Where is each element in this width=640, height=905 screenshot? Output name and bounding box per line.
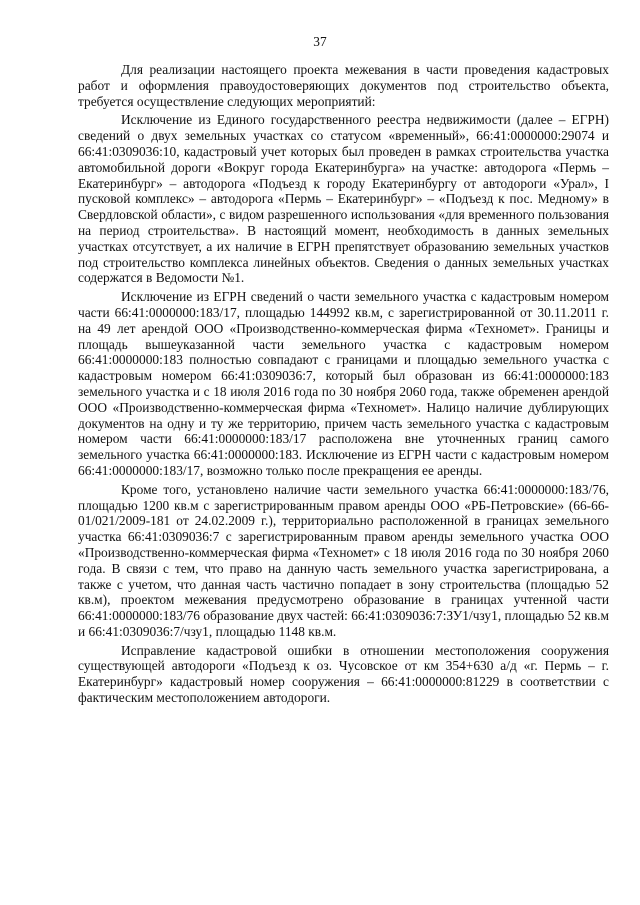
paragraph-lease-part: Кроме того, установлено наличие части земельного участка 66:41:0000000:183/76, площадью 1200 кв.м с зарегистрированным правом аренды ООО «РБ-Петровские» (66-66-01/021/2009-181 от 24.02.2009 г.), территориально расположенной в границах земельного участка 66:41:0309036:7 с зарегистрированным правом аренды земельного участка ООО «Производственно-коммерческая фирма «Техномет» с 18 июля 2016 года по 30 ноября 2060 года. В связи с тем, что право на данную часть земельного участка зарегистрирована, а также с учетом, что данная часть частично попадает в зону строительства (площадью 52 кв.м), проектом межевания предусмотрено образование в границах учтенной части 66:41:0000000:183/76 образование двух частей: 66:41:0309036:7:ЗУ1/чзу1, площадью 52 кв.м и 66:41:0309036:7/чзу1, площадью 1148 кв.м. (78, 481, 609, 639)
paragraph-cadastral-error: Исправление кадастровой ошибки в отношении местоположения сооружения существующей автодороги «Подъезд к оз. Чусовское от км 354+630 а/д «г. Пермь – г. Екатеринбург» кадастровый номер сооружения – 66:41:0000000:81229 в соответствии с фактическим местоположением автодороги. (78, 642, 609, 706)
paragraph-plot-part-exclusion: Исключение из ЕГРН сведений о части земельного участка с кадастровым номером части 66:41:0000000:183/17, площадью 144992 кв.м, с зарегистрированной от 30.11.2011 г. на 49 лет арендой ООО «Производственно-коммерческая фирма «Техномет». Границы и площадь вышеуказанной части земельного участка с кадастровым номером 66:41:0000000:183 полностью совпадают с границами и площадью земельного участка с кадастровым номером 66:41:0309036:7, который был образован из 66:41:0000000:183 земельного участка и с 18 июля 2016 года по 30 ноября 2060 года, также обременен арендой ООО «Производственно-коммерческая фирма «Техномет». Налицо наличие дублирующих документов на одну и ту же территорию, причем часть земельного участка с кадастровым номером части 66:41:0000000:183/17 расположена вне уточненных границ самого земельного участка 66:41:0000000:183. Исключение из ЕГРН части с кадастровым номером 66:41:0000000:183/17, возможно только после прекращения ее аренды. (78, 289, 609, 478)
paragraph-temporary-plots-exclusion: Исключение из Единого государственного реестра недвижимости (далее – ЕГРН) сведений о двух земельных участках со статусом «временный», 66:41:0000000:29074 и 66:41:0309036:10, кадастровый учет которых был проведен в рамках строительства участка автомобильной дороги «Вокруг города Екатеринбурга» на участке: автодорога «Пермь – Екатеринбург» – автодорога «Подъезд к городу Екатеринбургу от автодороги «Урал», I пусковой комплекс» – автодорога «Пермь – Екатеринбург» – «Подъезд к пос. Медному» в Свердловской области», с видом разрешенного использования «для временного пользования на период строительства». В настоящий момент, необходимость в данных земельных участках отсутствует, а их наличие в ЕГРН препятствует образованию земельных участков под строительство комплекса линейных объектов. Сведения о данных земельных участках содержатся в Ведомости №1. (78, 112, 609, 286)
body-text (78, 62, 609, 709)
page-number: 37 (313, 34, 327, 49)
paragraph-intro: Для реализации настоящего проекта межевания в части проведения кадастровых работ и оформления правоудостоверяющих документов под строительство объекта, требуется осуществление следующих мероприятий: (78, 62, 609, 109)
